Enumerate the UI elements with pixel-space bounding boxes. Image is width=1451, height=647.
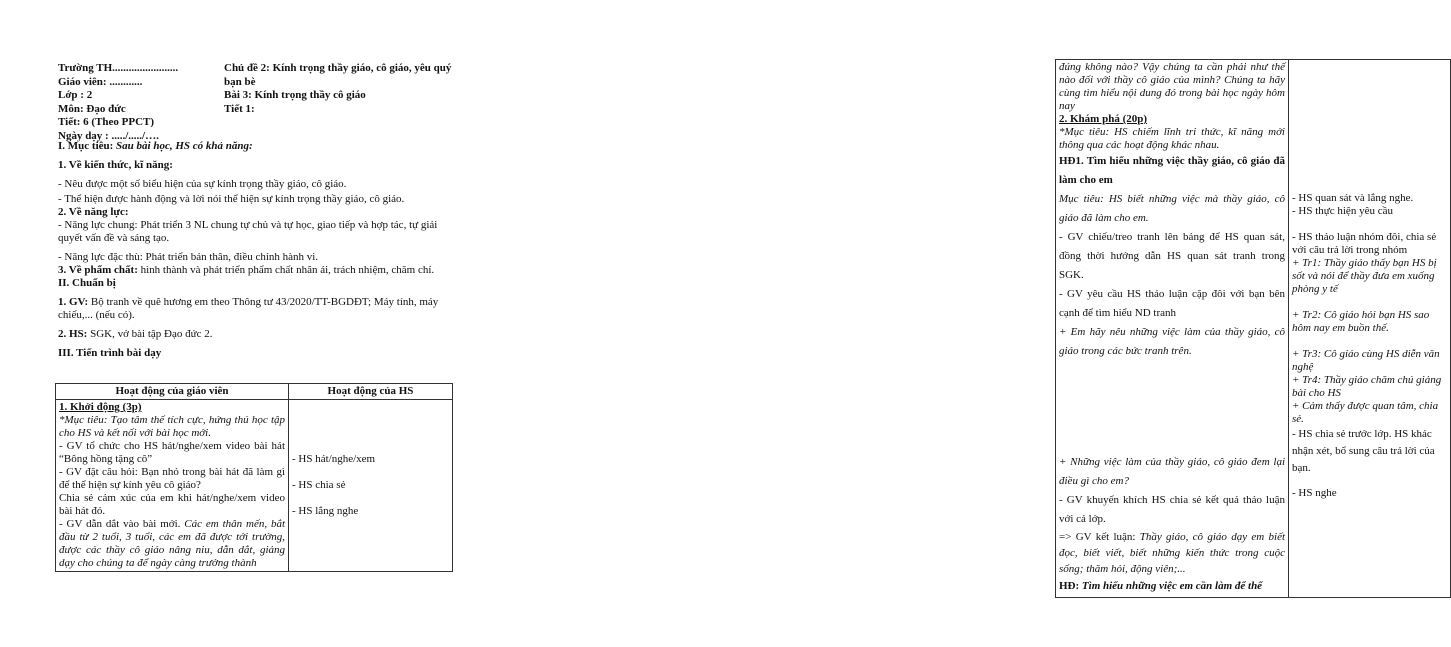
col-student-header: Hoạt động của HS — [289, 384, 453, 400]
hd2-heading-italic: Tìm hiểu những việc em cần làm để thể — [1081, 580, 1263, 592]
student-answer: + Cảm thấy được quan tâm, chia sẻ. — [1292, 400, 1439, 425]
topic-line: Chủ đề 2: Kính trọng thầy giáo, cô giáo, yêu quý — [224, 62, 452, 74]
process-heading: III. Tiến trình bài dạy — [58, 347, 162, 359]
objectives-note: Sau bài học, HS có khả năng: — [116, 140, 253, 152]
student-step: - HS thảo luận nhóm đôi, chia sẻ với câu trả lời trong nhóm — [1292, 231, 1437, 256]
gv-text: Bộ tranh về quê hương em theo Thông tư 43/2020/TT-BGDĐT; Máy tính, máy chiếu,... (nếu có). — [58, 296, 439, 321]
date-line: Ngày dạy : ...../...../…. — [58, 129, 159, 142]
teacher-conclusion-italic: Thầy giáo, cô giáo dạy em biết đọc, biết viết, biết những kiến thức trong cuộc sống; thăm hỏi, động viên;... — [1059, 531, 1286, 575]
activity-table-1 — [55, 383, 453, 572]
knowledge-heading: 1. Về kiến thức, kĩ năng: — [58, 159, 173, 171]
student-step: - HS hát/nghe/xem — [292, 453, 376, 465]
student-step: - HS thực hiện yêu cầu — [1292, 205, 1393, 217]
student-cell — [289, 400, 453, 572]
period-line: Tiết: 6 (Theo PPCT) — [58, 116, 155, 128]
page-right — [500, 0, 1442, 647]
hd1-heading: HĐ1. Tìm hiểu những việc thầy giáo, cô giáo đã làm cho em — [1059, 155, 1285, 186]
lesson-period-line: Tiết 1: — [224, 102, 255, 115]
hs-label: 2. HS: — [58, 328, 88, 340]
teacher-step: - GV tổ chức cho HS hát/nghe/xem video bài hát “Bông hồng tặng cô” — [59, 440, 285, 465]
hd1-goal: Mục tiêu: HS biết những việc mà thầy giáo, cô giáo đã làm cho em. — [1059, 193, 1285, 224]
teacher-conclusion: => GV kết luận: — [1059, 531, 1140, 543]
knowledge-item: - Nêu được một số biểu hiện của sự kính trọng thầy giáo, cô giáo. — [58, 178, 347, 190]
lesson-body — [58, 140, 448, 360]
warmup-heading: 1. Khởi động (3p) — [59, 401, 142, 413]
warmup-goal: *Mục tiêu: Tạo tâm thế tích cực, hứng thú học tập cho HS và kết nối với bài học mới. — [59, 414, 285, 439]
teacher-step: - GV đặt câu hỏi: Bạn nhỏ trong bài hát đã làm gì để thể hiện sự kính yêu cô giáo? — [59, 466, 285, 491]
header-left — [58, 62, 228, 143]
ability-specific: - Năng lực đặc thù: Phát triển bản thân, điều chỉnh hành vi. — [58, 251, 319, 263]
teacher-step: - GV khuyến khích HS chia sẻ kết quả thảo luận với cả lớp. — [1059, 494, 1285, 525]
teacher-step: - GV chiếu/treo tranh lên bảng để HS quan sát, đồng thời hướng dẫn HS quan sát tranh trong SGK. — [1059, 231, 1285, 281]
school-line: Trường TH........................ — [58, 62, 179, 74]
student-step: - HS quan sát và lắng nghe. — [1292, 192, 1414, 204]
quality-text: hình thành và phát triển phẩm chất nhân ái, trách nhiệm, chăm chỉ. — [137, 264, 435, 276]
teacher-step: - GV yêu cầu HS thảo luận cặp đôi với bạn bên cạnh để tìm hiểu ND tranh — [1059, 288, 1285, 319]
page-left — [0, 0, 500, 647]
subject-line: Môn: Đạo đức — [58, 102, 126, 115]
student-cell — [1289, 60, 1451, 598]
preparation-heading: II. Chuẩn bị — [58, 277, 116, 289]
teacher-step: - GV dẫn dắt vào bài mới. — [59, 518, 185, 530]
student-step: - HS chia sẻ trước lớp. HS khác nhận xét, bổ sung câu trả lời của bạn. — [1292, 428, 1435, 474]
explore-goal: *Mục tiêu: HS chiếm lĩnh tri thức, kĩ năng mới thông qua các hoạt động khác nhau. — [1059, 126, 1285, 151]
teacher-line: Giáo viên: ............ — [58, 75, 143, 88]
teacher-cell — [56, 400, 289, 572]
teacher-step: Chia sẻ cảm xúc của em khi hát/nghe/xem video bài hát đó. — [59, 492, 285, 517]
col-teacher-header: Hoạt động của giáo viên — [56, 384, 289, 400]
class-line: Lớp : 2 — [58, 89, 93, 101]
ability-heading: 2. Về năng lực: — [58, 206, 129, 218]
objectives-heading: I. Mục tiêu: — [58, 140, 114, 152]
teacher-step-italic: + Em hãy nêu những việc làm của thầy giáo, cô giáo trong các bức tranh trên. — [1059, 326, 1285, 357]
header-right — [224, 62, 469, 116]
student-answer: + Tr4: Thầy giáo chăm chú giảng bài cho HS — [1292, 374, 1442, 399]
quality-heading: 3. Về phẩm chất: — [58, 264, 138, 276]
hs-text: SGK, vở bài tập Đạo đức 2. — [87, 328, 213, 340]
student-answer: + Tr3: Cô giáo cùng HS diễn văn nghệ — [1292, 348, 1440, 373]
teacher-step-italic: + Những việc làm của thầy giáo, cô giáo đem lại điều gì cho em? — [1059, 456, 1285, 487]
explore-heading: 2. Khám phá (20p) — [1059, 113, 1148, 125]
ability-general: - Năng lực chung: Phát triển 3 NL chung tự chủ và tự học, giao tiếp và hợp tác, tự giải quyết vấn đề và sáng tạo. — [58, 219, 438, 244]
topic-line-cont: bạn bè — [224, 75, 256, 88]
teacher-cell — [1056, 60, 1289, 598]
activity-table-2 — [1055, 59, 1451, 598]
intro-text: đúng không nào? Vậy chúng ta cần phải như thế nào đối với thầy cô giáo của mình? Chúng ta hãy cùng tìm hiểu nội dung đó trong bài học ngày hôm nay — [1059, 61, 1285, 112]
student-step: - HS nghe — [1292, 487, 1337, 499]
gv-label: 1. GV: — [58, 296, 89, 308]
lesson-line: Bài 3: Kính trọng thầy cô giáo — [224, 89, 366, 101]
student-answer: + Tr2: Cô giáo hỏi bạn HS sao hôm nay em buồn thế. — [1292, 309, 1430, 334]
hd2-heading: HĐ: — [1059, 580, 1082, 592]
student-step: - HS chia sẻ — [292, 479, 346, 491]
knowledge-item: - Thể hiện được hành động và lời nói thể hiện sự kính trọng thầy giáo, cô giáo. — [58, 193, 405, 205]
teacher-step-italic: Các em thân mến, bắt đầu từ 2 tuổi, 3 tuổi, các em đã được tới trường, được các thầy cô giáo nâng niu, dẫn dắt, giảng dạy cho chúng ta để ngày càng trưởng thành — [59, 518, 285, 569]
student-step: - HS lắng nghe — [292, 505, 359, 517]
student-answer: + Tr1: Thầy giáo thấy bạn HS bị sốt và nói để thầy đưa em xuống phòng y tế — [1292, 257, 1437, 295]
